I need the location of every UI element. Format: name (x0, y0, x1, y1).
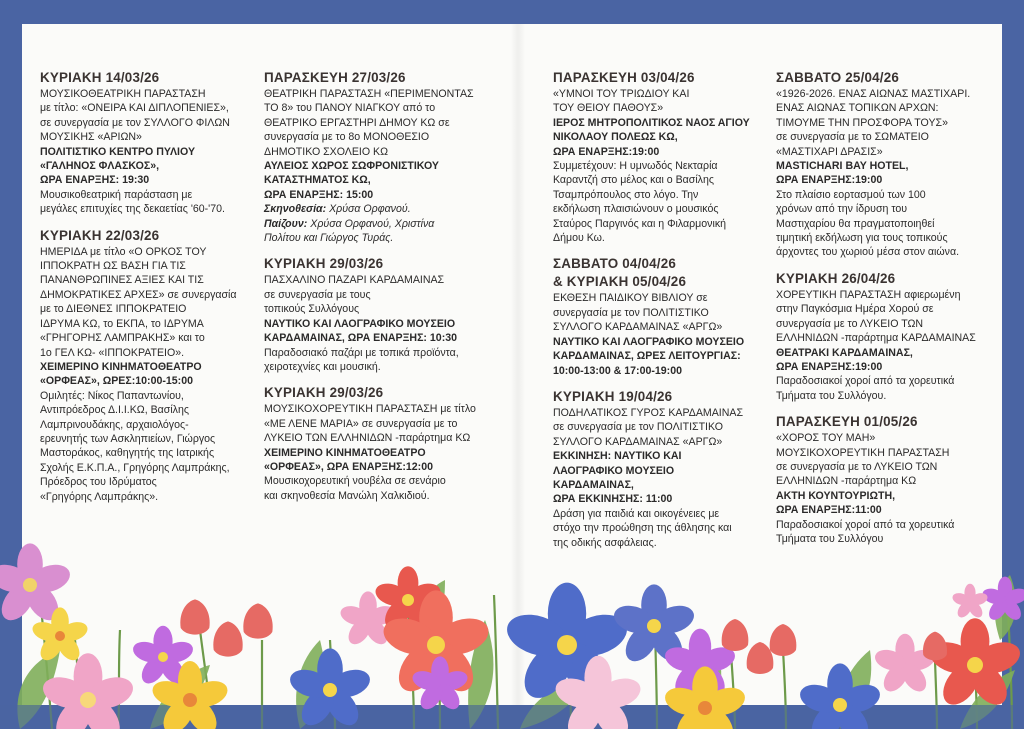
event-text-line: Στο πλαίσιο εορτασμού των 100 (776, 188, 926, 201)
event-venue-line: ΕΚΚΙΝΗΣΗ: ΝΑΥΤΙΚΟ ΚΑΙ (553, 450, 682, 463)
column-3 (553, 69, 763, 560)
event-credit-label: Σκηνοθεσία: (264, 203, 327, 216)
event-venue-line: ΚΑΡΔΑΜΑΙΝΑΣ, (553, 478, 634, 491)
event-text-line: «Γρηγόρης Λαμπράκης». (40, 490, 159, 503)
event-date: ΣΑΒΒΑΤΟ 25/04/26 (776, 70, 900, 85)
event-text-line: Τμήματα του Συλλόγου (776, 532, 884, 545)
event-text-line: ΕΚΘΕΣΗ ΠΑΙΔΙΚΟΥ ΒΙΒΛΙΟΥ σε (553, 292, 708, 305)
event-date: ΣΑΒΒΑΤΟ 04/04/26 (553, 256, 677, 272)
event-date-secondary: & ΚΥΡΙΑΚΗ 05/04/26 (553, 274, 687, 290)
event-text-line: Σταύρος Παργινός και η Φιλαρμονική (553, 217, 727, 230)
event-venue-line: ΧΕΙΜΕΡΙΝΟ ΚΙΝΗΜΑΤΟΘΕΑΤΡΟ (264, 446, 426, 459)
event-text-line: 1ο ΓΕΛ ΚΩ- «ΙΠΠΟΚΡΑΤΕΙΟ». (40, 346, 185, 359)
event-text-line: σε συνεργασία με το ΣΩΜΑΤΕΙΟ (776, 131, 929, 144)
event-block (553, 255, 763, 377)
event-venue-line: ΩΡΑ ΕΝΑΡΞΗΣ: 19:30 (40, 174, 150, 187)
event-block (40, 69, 248, 217)
event-date: ΚΥΡΙΑΚΗ 29/03/26 (264, 256, 384, 272)
event-text-line: Καραντζή στο μέλος και ο Βασίλης (553, 174, 714, 187)
event-text-line: «ΜΕ ΛΕΝΕ ΜΑΡΙΑ» σε συνεργασία με το (264, 417, 458, 430)
event-block (264, 69, 476, 245)
event-date: ΠΑΡΑΣΚΕΥΗ 03/04/26 (553, 70, 695, 85)
event-venue-line: MASTICHARI BAY HOTEL, (776, 160, 909, 173)
event-text-line: ΤΙΜΟΥΜΕ ΤΗΝ ΠΡΟΣΦΟΡΑ ΤΟΥΣ» (776, 116, 948, 129)
event-text-line: ΕΛΛΗΝΙΔΩΝ -παράρτημα ΚΑΡΔΑΜΑΙΝΑΣ (776, 332, 976, 345)
event-text-line (264, 202, 476, 216)
event-text-line: Ομιλητές: Νίκος Παπαντωνίου, (40, 389, 184, 402)
event-text-line: χειροτεχνίες και μουσική. (264, 360, 381, 373)
page-fold (511, 24, 525, 705)
event-text-line: ΠΟΔΗΛΑΤΙΚΟΣ ΓΥΡΟΣ ΚΑΡΔΑΜΑΙΝΑΣ (553, 406, 743, 419)
event-block (776, 413, 988, 546)
event-text-line: Παραδοσιακοί χοροί από τα χορευτικά (776, 375, 955, 388)
event-text-line: Παραδοσιακό παζάρι με τοπικά προϊόντα, (264, 346, 459, 359)
event-date: ΠΑΡΑΣΚΕΥΗ 27/03/26 (264, 70, 406, 85)
column-4 (776, 69, 988, 556)
event-venue-line: «ΟΡΦΕΑΣ», ΩΡΑ ΕΝΑΡΞΗΣ:12:00 (264, 460, 433, 473)
event-date: ΠΑΡΑΣΚΕΥΗ 01/05/26 (776, 414, 918, 430)
event-block (553, 69, 763, 245)
event-text-line: σε συνεργασία με το ΛΥΚΕΙΟ ΤΩΝ (776, 460, 938, 473)
event-text-line: ΧΟΡΕΥΤΙΚΗ ΠΑΡΑΣΤΑΣΗ αφιερωμένη (776, 288, 961, 301)
column-1 (40, 69, 248, 514)
event-text-line: Συμμετέχουν: Η υμνωδός Νεκταρία (553, 160, 718, 173)
event-text-line: ΣΥΛΛΟΓΟ ΚΑΡΔΑΜΑΙΝΑΣ «ΑΡΓΩ» (553, 321, 723, 334)
event-text-line: Μουσικοθεατρική παράσταση με (40, 188, 193, 201)
event-text-line: συνεργασία με το 8ο ΜΟΝΟΘΕΣΙΟ (264, 131, 430, 144)
event-text-line: Δήμου Κω. (553, 232, 605, 245)
event-venue-line: ΩΡΑ ΕΝΑΡΞΗΣ:19:00 (553, 145, 660, 158)
event-text-line: στόχο την προώθηση της άθλησης και (553, 522, 732, 535)
event-text-line: ΗΜΕΡΙΔΑ με τίτλο «Ο ΟΡΚΟΣ ΤΟΥ (40, 245, 207, 258)
event-venue-line: ΧΕΙΜΕΡΙΝΟ ΚΙΝΗΜΑΤΟΘΕΑΤΡΟ (40, 360, 202, 373)
event-block (776, 69, 988, 260)
event-venue-line: ΑΚΤΗ ΚΟΥΝΤΟΥΡΙΩΤΗ, (776, 489, 896, 502)
event-text-line: ΙΠΠΟΚΡΑΤΗ ΩΣ ΒΑΣΗ ΓΙΑ ΤΙΣ (40, 260, 186, 273)
event-credit-label: Παίζουν: (264, 217, 308, 230)
event-credit-text: Χρύσα Ορφανού, Χριστίνα (307, 217, 435, 230)
event-text-line: ΕΛΛΗΝΙΔΩΝ -παράρτημα ΚΩ (776, 475, 917, 488)
event-venue-line: ΚΑΤΑΣΤΗΜΑΤΟΣ ΚΩ, (264, 174, 371, 187)
event-text-line: Παραδοσιακοί χοροί από τα χορευτικά (776, 518, 955, 531)
event-text-line: ΠΑΣΧΑΛΙΝΟ ΠΑΖΑΡΙ ΚΑΡΔΑΜΑΙΝΑΣ (264, 274, 445, 287)
event-text-line: χρόνων από την ίδρυση του (776, 203, 908, 216)
event-text-line: ερευνητής των Ασκληπιείων, Γιώργος (40, 432, 216, 445)
event-text-line: Αντιπρόεδρος Δ.Ι.Ι.ΚΩ, Βασίλης (40, 404, 189, 417)
event-text-line: μεγάλες επιτυχίες της δεκαετίας '60-'70. (40, 203, 225, 216)
event-text-line: ΣΥΛΛΟΓΟ ΚΑΡΔΑΜΑΙΝΑΣ «ΑΡΓΩ» (553, 435, 723, 448)
event-text-line (264, 217, 476, 231)
event-date: ΚΥΡΙΑΚΗ 22/03/26 (40, 227, 160, 243)
event-block (264, 384, 476, 503)
event-text-line: Τσαμπρόπουλος στο λόγο. Την (553, 188, 699, 201)
event-venue-line: ΚΑΡΔΑΜΑΙΝΑΣ, ΩΡΕΣ ΛΕΙΤΟΥΡΓΙΑΣ: (553, 350, 741, 363)
event-text-line: ΤΟΥ ΘΕΙΟΥ ΠΑΘΟΥΣ» (553, 102, 664, 115)
event-text-line: ΘΕΑΤΡΙΚΗ ΠΑΡΑΣΤΑΣΗ «ΠΕΡΙΜΕΝΟΝΤΑΣ (264, 88, 474, 100)
event-venue-line: ΑΥΛΕΙΟΣ ΧΩΡΟΣ ΣΩΦΡΟΝΙΣΤΙΚΟΥ (264, 160, 439, 173)
event-text-line: τοπικούς Συλλόγους (264, 303, 360, 316)
event-text-line: ΔΗΜΟΤΙΚΟ ΣΧΟΛΕΙΟ ΚΩ (264, 145, 389, 158)
event-text-line: Λαμπρινουδάκης, αρχαιολόγος- (40, 418, 189, 431)
event-venue-line: ΩΡΑ ΕΚΚΙΝΗΣΗΣ: 11:00 (553, 493, 673, 506)
event-text-line: στην Παγκόσμια Ημέρα Χορού σε (776, 303, 934, 316)
event-text-line: συνεργασία με τον ΠΟΛΙΤΙΣΤΙΚΟ (553, 306, 709, 319)
event-text-line: Μαστοράκος, καθηγητής της Ιατρικής (40, 447, 215, 460)
event-text-line: σε συνεργασία με τον ΠΟΛΙΤΙΣΤΙΚΟ (553, 421, 723, 434)
event-text-line: σε συνεργασία με τον ΣΥΛΛΟΓΟ ΦΙΛΩΝ (40, 116, 230, 129)
event-venue-line: ΚΑΡΔΑΜΑΙΝΑΣ, ΩΡΑ ΕΝΑΡΞΗΣ: 10:30 (264, 332, 457, 345)
event-text-line: Δράση για παιδιά και οικογένειες με (553, 507, 720, 520)
event-text-line: ΙΔΡΥΜΑ ΚΩ, το ΕΚΠΑ, το ΙΔΡΥΜΑ (40, 317, 204, 330)
event-text-line: ΜΟΥΣΙΚΟΘΕΑΤΡΙΚΗ ΠΑΡΑΣΤΑΣΗ (40, 88, 206, 100)
event-venue-line: «ΓΑΛΗΝΟΣ ΦΛΑΣΚΟΣ», (40, 160, 160, 173)
event-text-line: Μαστιχαρίου θα πραγματοποιηθεί (776, 217, 935, 230)
event-text-line: της οδικής ασφάλειας. (553, 536, 657, 549)
event-text-line: «ΜΑΣΤΙΧΑΡΙ ΔΡΑΣΙΣ» (776, 145, 883, 158)
event-text-line: ΔΗΜΟΚΡΑΤΙΚΕΣ ΑΡΧΕΣ» σε συνεργασία (40, 288, 237, 301)
event-text-line: τιμητική εκδήλωση για τους τοπικούς (776, 232, 948, 245)
event-text-line: ΠΑΝΑΝΘΡΩΠΙΝΕΣ ΑΞΙΕΣ ΚΑΙ ΤΙΣ (40, 274, 204, 287)
event-venue-line: ΩΡΑ ΕΝΑΡΞΗΣ:19:00 (776, 360, 883, 373)
event-text-line: Σχολής Ε.Κ.Π.Α., Γρηγόρης Λαμπράκης, (40, 461, 230, 474)
event-venue-line: 10:00-13:00 & 17:00-19:00 (553, 364, 682, 377)
event-text-line: «ΥΜΝΟΙ ΤΟΥ ΤΡΙΩΔΙΟΥ ΚΑΙ (553, 88, 690, 100)
event-text-line: Τμήματα του Συλλόγου. (776, 389, 887, 402)
event-credit-text: Χρύσα Ορφανού. (326, 203, 411, 216)
event-venue-line: ΠΟΛΙΤΙΣΤΙΚΟ ΚΕΝΤΡΟ ΠΥΛΙΟΥ (40, 145, 196, 158)
event-date: ΚΥΡΙΑΚΗ 19/04/26 (553, 388, 673, 404)
event-text-line: σε συνεργασία με τους (264, 288, 371, 301)
event-text-line: άρχοντες του χωριού μέσα στον αιώνα. (776, 246, 960, 259)
event-venue-line: ΝΑΥΤΙΚΟ ΚΑΙ ΛΑΟΓΡΑΦΙΚΟ ΜΟΥΣΕΙΟ (264, 317, 456, 330)
event-text-line: και σκηνοθεσία Μανώλη Χαλκιδιού. (264, 489, 430, 502)
event-venue-line: ΩΡΑ ΕΝΑΡΞΗΣ:19:00 (776, 174, 883, 187)
event-text-line: Πολίτου και Γιώργος Τυράς. (264, 232, 394, 245)
event-venue-line: ΩΡΑ ΕΝΑΡΞΗΣ: 15:00 (264, 188, 374, 201)
event-venue-line: ΛΑΟΓΡΑΦΙΚΟ ΜΟΥΣΕΙΟ (553, 464, 675, 477)
event-text-line: «1926-2026. ΕΝΑΣ ΑΙΩΝΑΣ ΜΑΣΤΙΧΑΡΙ. (776, 88, 971, 100)
event-venue-line: ΝΑΥΤΙΚΟ ΚΑΙ ΛΑΟΓΡΑΦΙΚΟ ΜΟΥΣΕΙΟ (553, 335, 745, 348)
event-block (264, 255, 476, 374)
event-text-line: ΕΝΑΣ ΑΙΩΝΑΣ ΤΟΠΙΚΩΝ ΑΡΧΩΝ: (776, 102, 939, 115)
event-venue-line: ΩΡΑ ΕΝΑΡΞΗΣ:11:00 (776, 504, 882, 517)
event-venue-line: ΙΕΡΟΣ ΜΗΤΡΟΠΟΛΙΤΙΚΟΣ ΝΑΟΣ ΑΓΙΟΥ (553, 116, 750, 129)
event-text-line: ΘΕΑΤΡΙΚΟ ΕΡΓΑΣΤΗΡΙ ΔΗΜΟΥ ΚΩ σε (264, 116, 450, 129)
event-date: ΚΥΡΙΑΚΗ 14/03/26 (40, 70, 160, 85)
event-text-line: ΜΟΥΣΙΚΗΣ «ΑΡΙΩΝ» (40, 131, 142, 144)
event-date: ΚΥΡΙΑΚΗ 26/04/26 (776, 270, 896, 286)
event-text-line: Μουσικοχορευτική νουβέλα σε σενάριο (264, 475, 446, 488)
event-venue-line: «ΟΡΦΕΑΣ», ΩΡΕΣ:10:00-15:00 (40, 375, 193, 388)
event-text-line: συνεργασία με το ΛΥΚΕΙΟ ΤΩΝ (776, 317, 924, 330)
event-text-line: με τίτλο: «ΟΝΕΙΡΑ ΚΑΙ ΔΙΠΛΟΠΕΝΙΕΣ», (40, 102, 229, 115)
event-text-line: εκδήλωση πλαισιώνουν ο μουσικός (553, 203, 719, 216)
event-block (776, 270, 988, 403)
program-sheet (22, 24, 1002, 705)
event-text-line: ΜΟΥΣΙΚΟΧΟΡΕΥΤΙΚΗ ΠΑΡΑΣΤΑΣΗ (776, 446, 950, 459)
event-text-line: «ΧΟΡΟΣ ΤΟΥ ΜΑΗ» (776, 432, 876, 445)
event-venue-line: ΝΙΚΟΛΑΟΥ ΠΟΛΕΩΣ ΚΩ, (553, 131, 678, 144)
event-block (40, 227, 248, 504)
event-text-line: Πρόεδρος του Ιδρύματος (40, 476, 157, 489)
event-text-line: με το ΔΙΕΘΝΕΣ ΙΠΠΟΚΡΑΤΕΙΟ (40, 303, 187, 316)
column-2 (264, 69, 476, 513)
event-text-line: ΜΟΥΣΙΚΟΧΟΡΕΥΤΙΚΗ ΠΑΡΑΣΤΑΣΗ με τίτλο (264, 403, 476, 416)
event-date: ΚΥΡΙΑΚΗ 29/03/26 (264, 385, 384, 401)
event-text-line: ΛΥΚΕΙΟ ΤΩΝ ΕΛΛΗΝΙΔΩΝ -παράρτημα ΚΩ (264, 432, 471, 445)
event-block (553, 388, 763, 550)
event-venue-line: ΘΕΑΤΡΑΚΙ ΚΑΡΔΑΜΑΙΝΑΣ, (776, 346, 913, 359)
event-text-line: «ΓΡΗΓΟΡΗΣ ΛΑΜΠΡΑΚΗΣ» και το (40, 332, 205, 345)
event-text-line: ΤΟ 8» του ΠΑΝΟΥ ΝΙΑΓΚΟΥ από το (264, 102, 436, 115)
